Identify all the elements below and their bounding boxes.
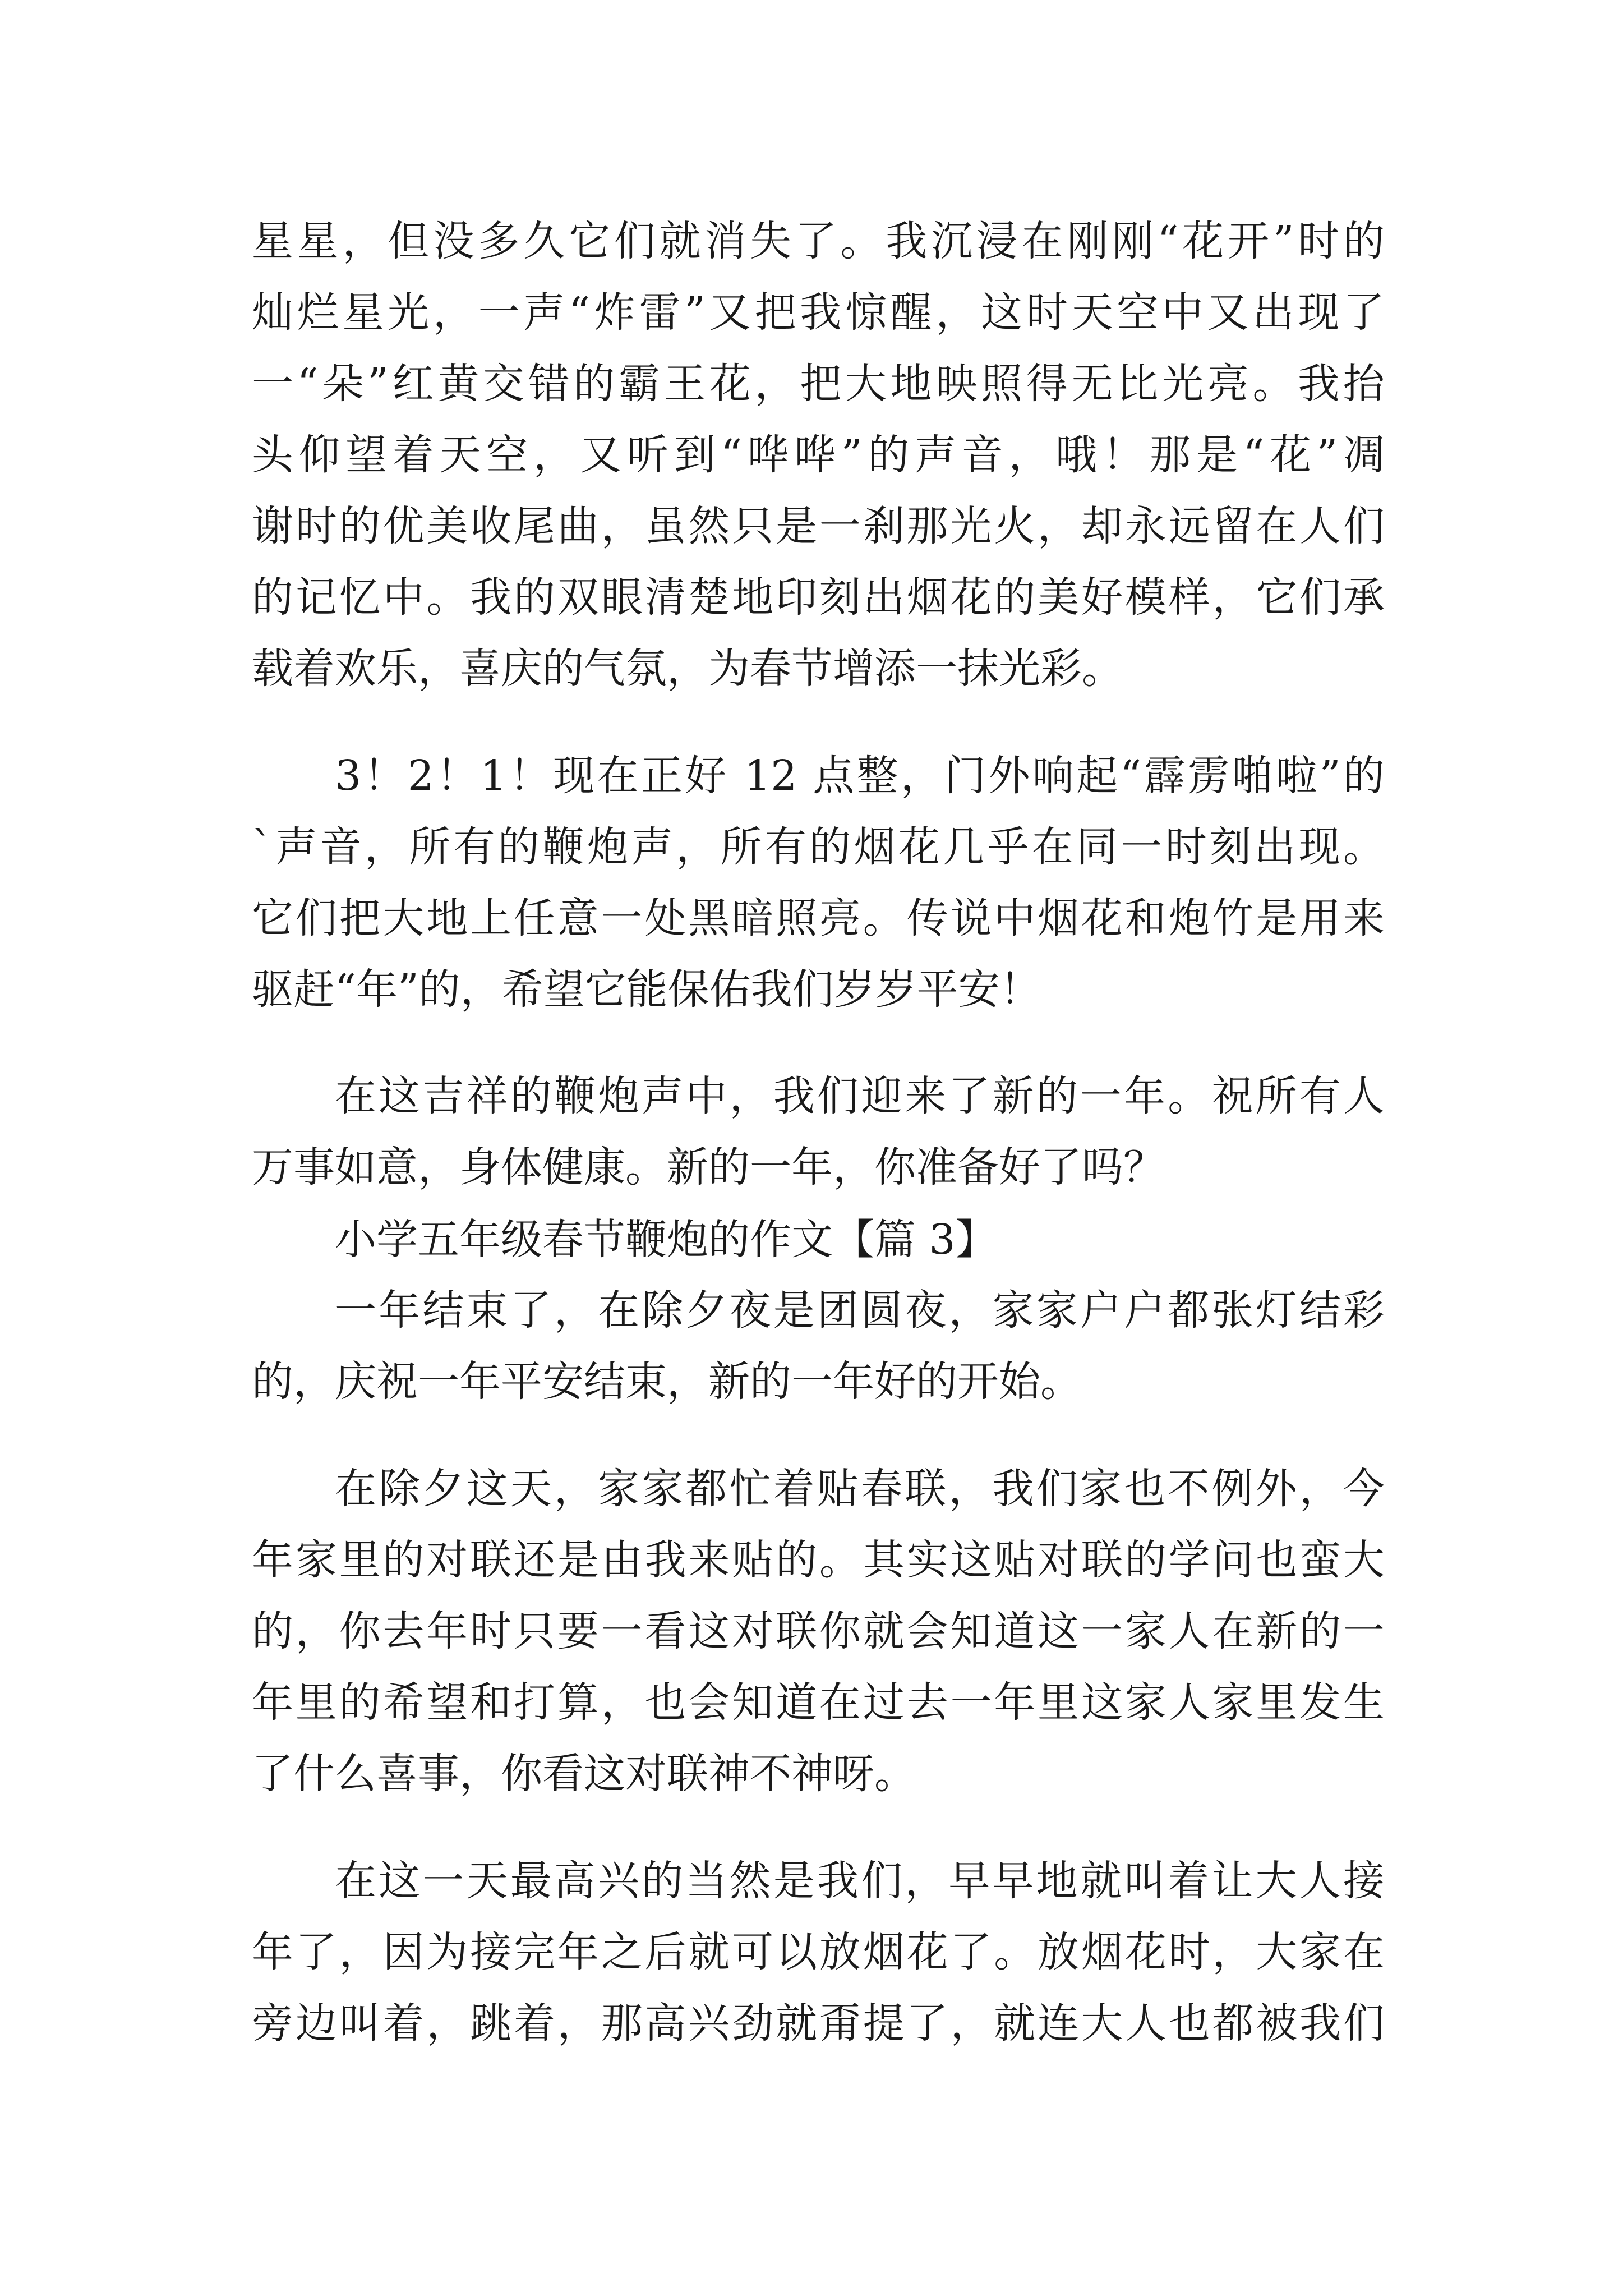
body-text-line: 的记忆中。我的双眼清楚地印刻出烟花的美好模样，它们承 (252, 573, 1385, 622)
body-text-line: 的，庆祝一年平安结束，新的一年好的开始。 (252, 1358, 1082, 1406)
body-text-line: 年里的希望和打算，也会知道在过去一年里这家人家里发生 (252, 1678, 1385, 1727)
body-text-line: 了什么喜事，你看这对联神不神呀。 (252, 1750, 916, 1798)
body-text-line: 一年结束了，在除夕夜是团圆夜，家家户户都张灯结彩 (335, 1286, 1385, 1335)
body-text-line: 的，你去年时只要一看这对联你就会知道这一家人在新的一 (252, 1607, 1385, 1655)
body-text-line: 3！2！1！现在正好 12 点整，门外响起“霹雳啪啦”的 (335, 752, 1385, 800)
body-text-line: 在这一天最高兴的当然是我们，早早地就叫着让大人接 (335, 1857, 1385, 1905)
body-text-line: 星星，但没多久它们就消失了。我沉浸在刚刚“花开”时的 (252, 217, 1385, 265)
body-text-line: 谢时的优美收尾曲，虽然只是一刹那光火，却永远留在人们 (252, 502, 1385, 550)
body-text-line: 旁边叫着，跳着，那高兴劲就甭提了，就连大人也都被我们 (252, 1999, 1385, 2047)
body-text-line: 驱赶“年”的，希望它能保佑我们岁岁平安！ (252, 965, 1041, 1014)
body-text-line: 在除夕这天，家家都忙着贴春联，我们家也不例外，今 (335, 1465, 1385, 1513)
body-text-line: 在这吉祥的鞭炮声中，我们迎来了新的一年。祝所有人 (335, 1072, 1385, 1120)
body-text-line: 它们把大地上任意一处黑暗照亮。传说中烟花和炮竹是用来 (252, 894, 1385, 942)
body-text-line: 年家里的对联还是由我来贴的。其实这贴对联的学问也蛮大 (252, 1536, 1385, 1584)
body-text-line: 年了，因为接完年之后就可以放烟花了。放烟花时，大家在 (252, 1928, 1385, 1976)
section-heading: 小学五年级春节鞭炮的作文【篇 3】 (335, 1216, 997, 1264)
body-text-line: 头仰望着天空，又听到“哗哗”的声音，哦！那是“花”凋 (252, 431, 1385, 479)
body-text-line: 载着欢乐，喜庆的气氛，为春节增添一抹光彩。 (252, 645, 1123, 693)
body-text-line: 万事如意，身体健康。新的一年，你准备好了吗？ (252, 1143, 1165, 1191)
body-text-line: 一“朵”红黄交错的霸王花，把大地映照得无比光亮。我抬 (252, 360, 1385, 408)
body-text-line: `声音，所有的鞭炮声，所有的烟花几乎在同一时刻出现。 (252, 823, 1385, 871)
body-text-line: 灿烂星光，一声“炸雷”又把我惊醒，这时天空中又出现了 (252, 288, 1385, 337)
